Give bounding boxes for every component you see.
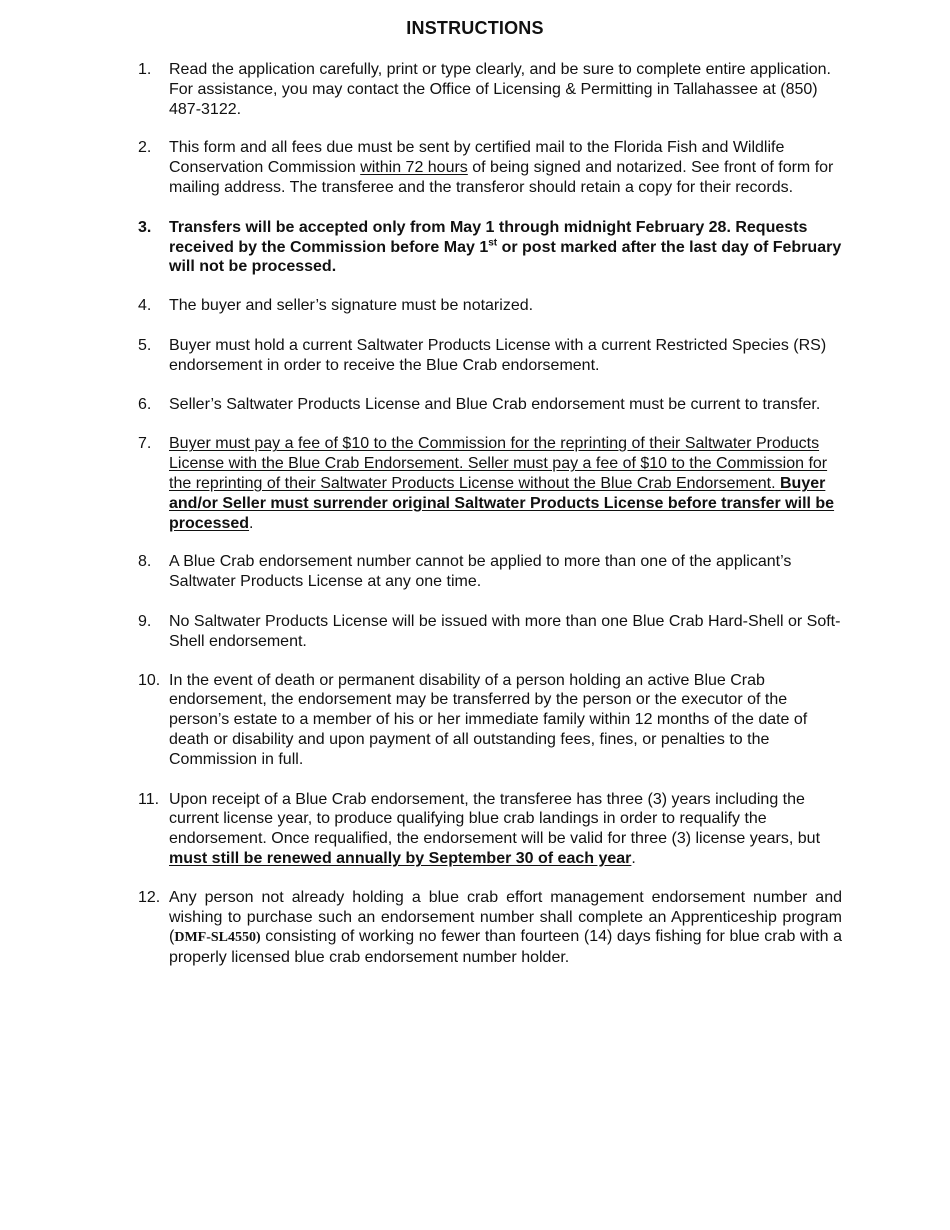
item-number: 3. [138,218,152,236]
item-text: A Blue Crab endorsement number cannot be applied to more than one of the applicant’s Saltwater Products License at any one time. [169,553,792,591]
item-number: 2. [138,139,152,157]
item-text-underlined: within 72 hours [360,159,468,177]
item-number: 12. [138,888,161,906]
item-number: 11. [138,790,160,808]
item-text: Buyer must hold a current Saltwater Products License with a current Restricted Species (RS) endorsement in order to receive the Blue Crab endorsement. [169,336,827,374]
form-code: DMF-SL4550) [174,930,261,946]
item-text: consisting of working no fewer than fourteen (14) days fishing for blue crab with a properly licensed blue crab endorsement number holder. [169,928,842,967]
item-number: 1. [138,61,152,78]
ordinal-suffix: st [488,237,498,249]
item-text: This form and all fees due must be sent by certified mail to the Florida Fish and Wildlife Conservation Commission [169,139,785,177]
item-text: Upon receipt of a Blue Crab endorsement, the transferee has three (3) years including the current license year, to produce qualifying blue crab landings in order to requalify the endorsement. Once requalified, the endorsement will be valid for three (3) license years, but [169,790,821,848]
instruction-list [138,60,842,968]
item-text-bold-underlined: Buyer and/or Seller must surrender original Saltwater Products License before transfer will be processed [169,474,835,532]
item-text: The buyer and seller’s signature must be notarized. [169,297,534,315]
item-text: Any person not already holding a blue crab effort management endorsement number and wishing to purchase such an endorsement number shall complete an Apprenticeship program ( [169,888,842,946]
item-number: 10. [138,671,161,689]
item-text: or post marked after the last day of February will not be processed. [169,238,842,276]
instruction-item-9 [138,612,842,652]
instruction-item-11 [138,790,842,869]
item-text-underlined: Buyer must pay a fee of $10 to the Commission for the reprinting of their Saltwater Products License with the Blue Crab Endorsement. Seller must pay a fee of $10 to the Commission for the reprinting of their Saltwater Products License without the Blue Crab Endorsement. [169,435,828,492]
instruction-item-1 [138,60,842,119]
item-text: Seller’s Saltwater Products License and Blue Crab endorsement must be current to transfer. [169,395,821,413]
item-text: Read the application carefully, print or type clearly, and be sure to complete entire application. For assistance, you may contact the Office of Licensing & Permitting in Tallahassee at (850) 487-3122. [169,61,831,118]
item-number: 6. [138,395,152,413]
instruction-item-4 [138,296,842,316]
item-text: . [249,514,254,532]
instruction-item-12 [138,888,842,968]
item-text: In the event of death or permanent disability of a person holding an active Blue Crab endorsement, the endorsement may be transferred by the person or the executor of the person’s estate to a member of his or her immediate family within 12 months of the date of death or disability and upon payment of all outstanding fees, fines, or penalties to the Commission in full. [169,671,808,768]
instruction-item-7 [138,434,842,533]
page-title: INSTRUCTIONS [406,18,544,38]
item-number: 9. [138,612,152,630]
instruction-item-6 [138,395,842,415]
item-number: 8. [138,553,152,571]
item-text-bold-underlined: must still be renewed annually by September 30 of each year [169,849,632,867]
item-text: Transfers will be accepted only from May 1 through midnight February 28. Requests received by the Commission before May 1 [169,218,808,256]
item-number: 5. [138,336,152,354]
instruction-item-3 [138,218,842,277]
instruction-item-2 [138,138,842,197]
instruction-item-5 [138,336,842,376]
item-number: 7. [138,435,152,453]
instruction-item-10 [138,671,842,770]
item-number: 4. [138,297,152,315]
item-text: . [631,849,636,867]
item-text: of being signed and notarized. See front of form for mailing address. The transferee and the transferor should retain a copy for their records. [169,159,834,196]
item-text: No Saltwater Products License will be issued with more than one Blue Crab Hard-Shell or Soft-Shell endorsement. [169,612,841,650]
instruction-item-8 [138,552,842,592]
